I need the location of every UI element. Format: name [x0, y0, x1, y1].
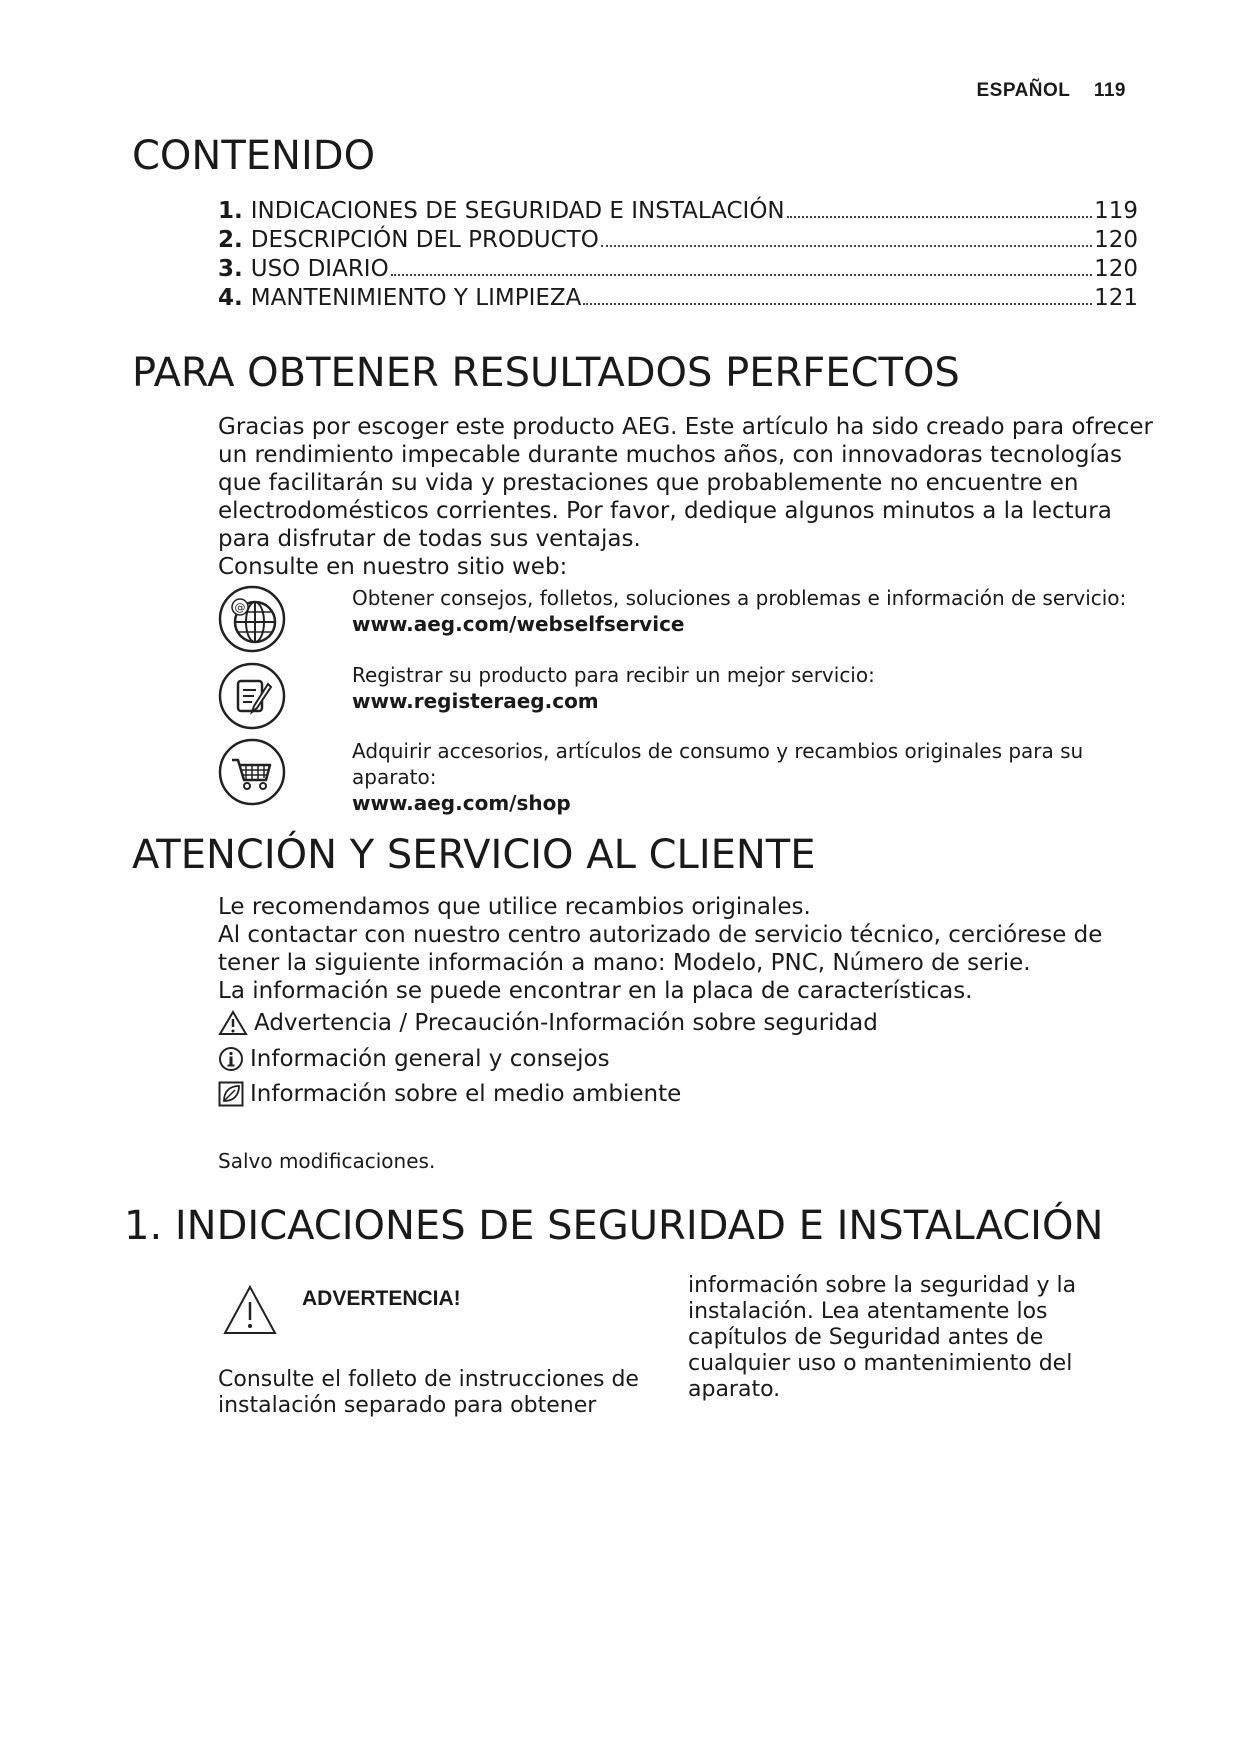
- safety-title: 1. INDICACIONES DE SEGURIDAD E INSTALACIÓN: [124, 1203, 1104, 1249]
- link-url-register[interactable]: www.registeraeg.com: [352, 689, 599, 713]
- legend-warning: [218, 1010, 878, 1036]
- legend-text: Advertencia / Precaución-Información sobre seguridad: [254, 1010, 878, 1036]
- svg-text:@: @: [234, 601, 246, 614]
- toc-item-page: 119: [1094, 198, 1138, 224]
- results-line: que facilitarán su vida y prestaciones que probablemente no encuentre en: [218, 470, 1079, 496]
- toc-leader-dots: [601, 245, 1092, 247]
- safety-left-column: [218, 1367, 639, 1419]
- toc-item-label: DESCRIPCIÓN DEL PRODUCTO: [250, 227, 599, 253]
- warning-label: ADVERTENCIA!: [302, 1287, 461, 1310]
- service-line: Le recomendamos que utilice recambios originales.: [218, 894, 811, 920]
- toc-item-page: 120: [1094, 256, 1138, 282]
- safety-line: información sobre la seguridad y la: [688, 1273, 1077, 1298]
- toc-item-number: 3.: [218, 256, 243, 282]
- link-url-webselfservice[interactable]: www.aeg.com/webselfservice: [352, 612, 685, 636]
- results-title: PARA OBTENER RESULTADOS PERFECTOS: [132, 350, 960, 396]
- toc-item-label: USO DIARIO: [250, 256, 389, 282]
- header-language: ESPAÑOL: [976, 80, 1071, 101]
- link-description: Registrar su producto para recibir un mejor servicio:: [352, 663, 875, 687]
- legend-environment: [218, 1081, 681, 1107]
- safety-line: instalación. Lea atentamente los: [688, 1299, 1048, 1324]
- legend-text: Información general y consejos: [250, 1046, 610, 1072]
- safety-line: instalación separado para obtener: [218, 1393, 597, 1418]
- safety-line: cualquier uso o mantenimiento del: [688, 1351, 1073, 1376]
- link-description-cont: aparato:: [352, 765, 437, 789]
- link-description: Adquirir accesorios, artículos de consumo y recambios originales para su: [352, 739, 1084, 763]
- results-line: un rendimiento impecable durante muchos años, con innovadoras tecnologías: [218, 442, 1122, 468]
- toc-item-page: 121: [1094, 285, 1138, 311]
- safety-line: capítulos de Seguridad antes de: [688, 1325, 1044, 1350]
- toc-leader-dots: [787, 216, 1092, 218]
- link-row-shop: [218, 738, 1138, 816]
- service-text: [218, 893, 1102, 1005]
- legend-info: [218, 1046, 610, 1072]
- info-icon: [218, 1046, 244, 1072]
- register-document-icon: [218, 662, 286, 730]
- safety-line: aparato.: [688, 1377, 781, 1402]
- toc-item-number: 4.: [218, 285, 243, 311]
- toc-item-label: MANTENIMIENTO Y LIMPIEZA: [250, 285, 582, 311]
- page-header: [976, 80, 1126, 102]
- header-page-number: 119: [1093, 80, 1126, 101]
- warning-triangle-icon: [218, 1010, 248, 1036]
- toc-item-4[interactable]: [218, 285, 1138, 314]
- safety-line: Consulte el folleto de instrucciones de: [218, 1367, 639, 1392]
- link-row-register: [218, 662, 1138, 730]
- toc-item-label: INDICACIONES DE SEGURIDAD E INSTALACIÓN: [250, 198, 785, 224]
- environment-leaf-icon: [218, 1081, 244, 1107]
- legend-text: Información sobre el medio ambiente: [250, 1081, 682, 1107]
- website-intro: Consulte en nuestro sitio web:: [218, 554, 568, 580]
- toc-item-1[interactable]: [218, 198, 1138, 227]
- link-row-webselfservice: [218, 585, 1138, 653]
- results-line: Gracias por escoger este producto AEG. Este artículo ha sido creado para ofrecer: [218, 414, 1153, 440]
- service-line: La información se puede encontrar en la placa de características.: [218, 978, 973, 1004]
- safety-right-column: [688, 1273, 1076, 1403]
- link-description: Obtener consejos, folletos, soluciones a problemas e información de servicio:: [352, 586, 1127, 610]
- results-intro: [218, 413, 1153, 581]
- toc-leader-dots: [583, 303, 1092, 305]
- results-line: para disfrutar de todas sus ventajas.: [218, 526, 641, 552]
- toc-item-number: 2.: [218, 227, 243, 253]
- contents-title: CONTENIDO: [132, 133, 376, 179]
- service-line: Al contactar con nuestro centro autorizado de servicio técnico, cerciórese de: [218, 922, 1103, 948]
- shopping-cart-icon: [218, 738, 286, 806]
- results-line: electrodomésticos corrientes. Por favor, dedique algunos minutos a la lectura: [218, 498, 1112, 524]
- link-url-shop[interactable]: www.aeg.com/shop: [352, 791, 571, 815]
- service-line: tener la siguiente información a mano: Modelo, PNC, Número de serie.: [218, 950, 1031, 976]
- toc-leader-dots: [391, 274, 1092, 276]
- modifications-note: Salvo modificaciones.: [218, 1149, 436, 1173]
- toc-item-number: 1.: [218, 198, 243, 224]
- toc-item-2[interactable]: [218, 227, 1138, 256]
- web-globe-icon: [218, 585, 286, 653]
- toc-item-page: 120: [1094, 227, 1138, 253]
- toc-item-3[interactable]: [218, 256, 1138, 285]
- warning-triangle-icon: [222, 1284, 278, 1336]
- table-of-contents: [218, 198, 1138, 314]
- service-title: ATENCIÓN Y SERVICIO AL CLIENTE: [132, 832, 816, 878]
